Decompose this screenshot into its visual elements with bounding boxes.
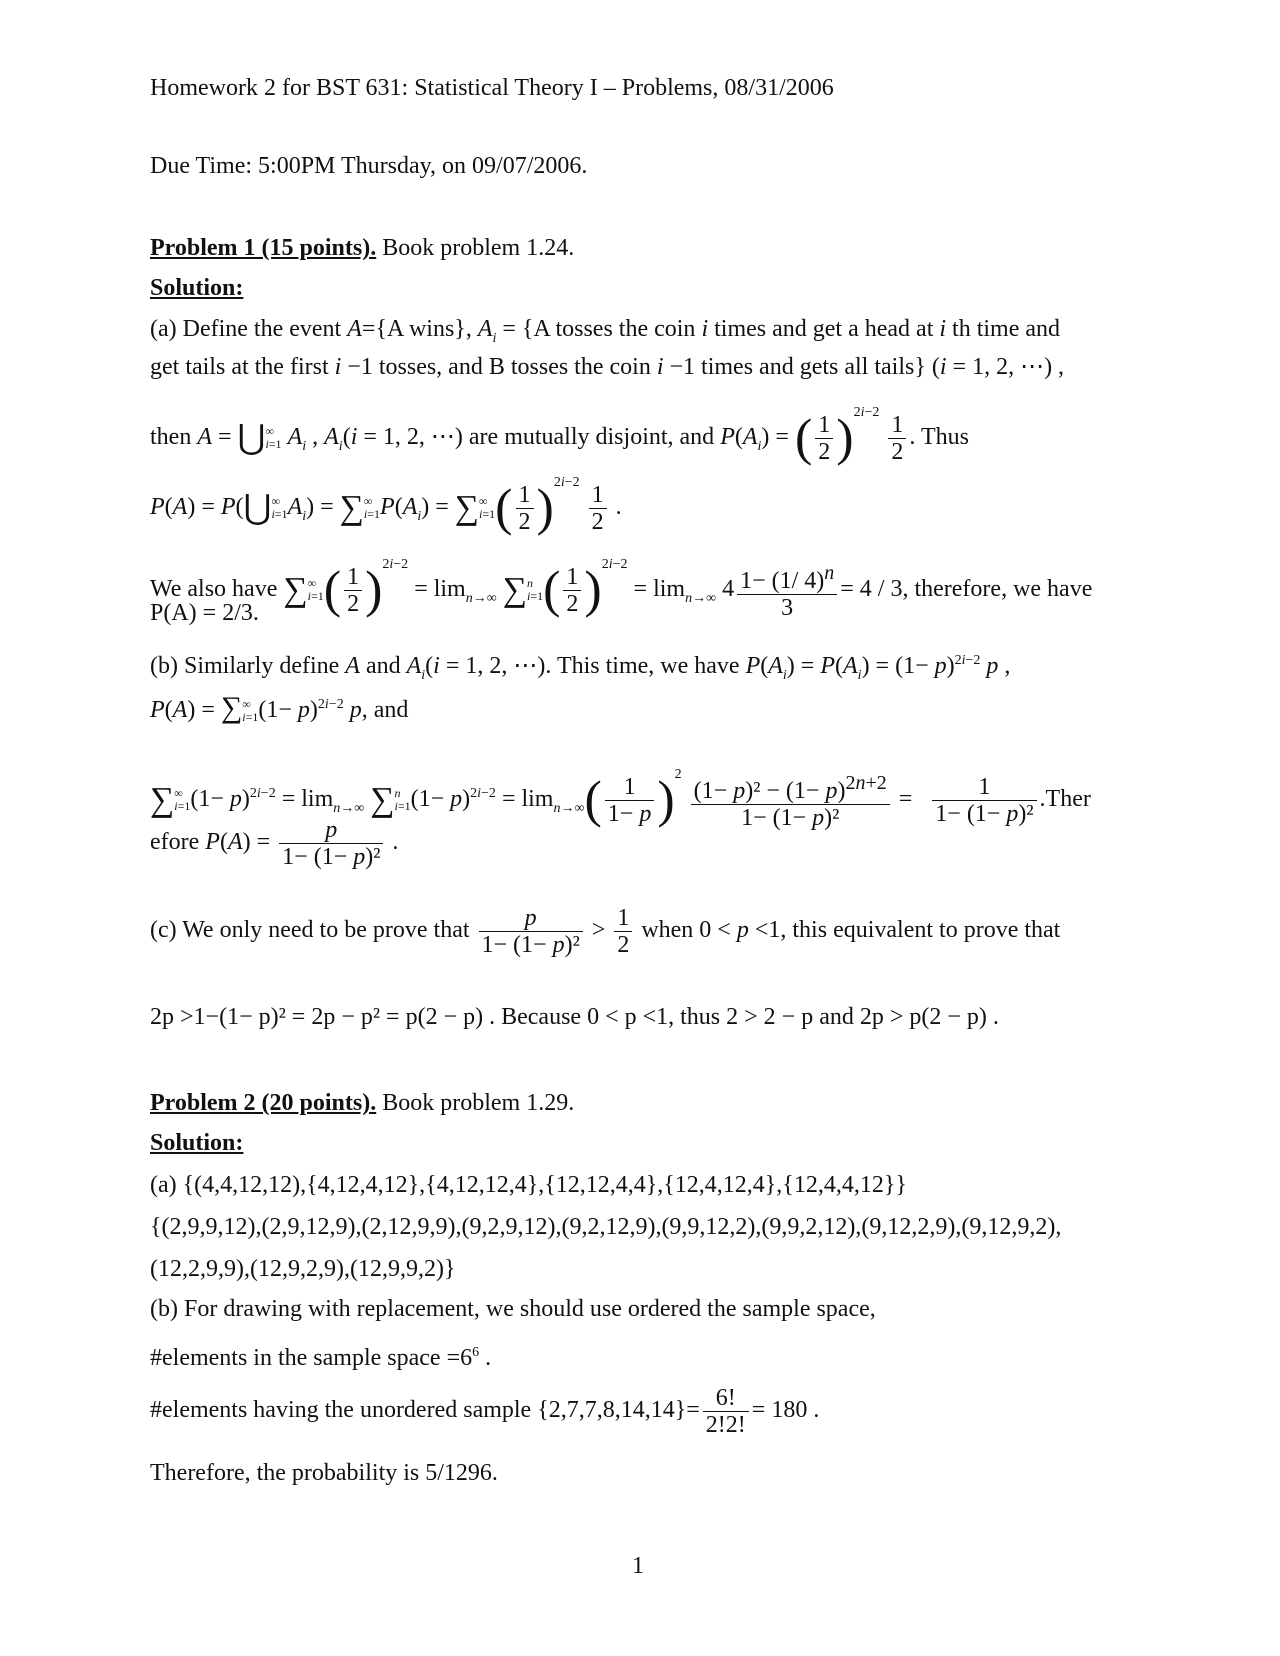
p1-b-text: efore	[150, 829, 206, 855]
problem-1-solution-label: Solution:	[150, 275, 244, 301]
problem-2-solution-label: Solution:	[150, 1130, 244, 1156]
p1-c-text: , this equivalent to prove that	[780, 917, 1061, 943]
p2-b-line3: #elements having the unordered sample {2,7,7,8,14,14}= $\frac{6!}{2!2!}$ = 180 .	[150, 1384, 820, 1438]
p1-b-text: .Ther	[1039, 786, 1091, 812]
p2-b-line2: #elements in the sample space $=6^6$ .	[150, 1345, 492, 1371]
p1-c-line1: (c) We only need to be prove that $\frac{p}{\text{1− (1− p)²}}$ > $\frac{1}{2}$ when 0 < p <1, this equivalent to prove that	[150, 904, 1061, 958]
p1-a-line3: then A = ⋃∞ i=1 $A_i$ , $A_i(i = 1$, 2, ⋯) are mutually disjoint, and $P(A_i)$ = ( $\frac{1}{2}$ )$^{2i-2}$ $\frac{1}{2}$ . Thus	[150, 405, 969, 467]
p2-a-line3: (12,2,9,9),(12,9,2,9),(12,9,9,2)}	[150, 1256, 456, 1282]
p1-c-text: when	[635, 917, 700, 943]
p2-b-text: #elements having the unordered sample {2,7,7,8,14,14}=	[150, 1397, 700, 1423]
problem-1-heading: Problem 1 (15 points).	[150, 235, 377, 261]
p1-a-text: tosses, and B tosses the coin	[372, 354, 657, 380]
p1-c-text: (c) We only need to be prove that	[150, 917, 476, 943]
page-number: 1	[632, 1553, 644, 1579]
problem-1-task: Book problem 1.24.	[376, 235, 575, 261]
p1-a-text: = {A tosses the coin	[496, 316, 702, 342]
problem-1-heading-line	[150, 233, 574, 263]
p1-a-text: are mutually disjoint, and	[462, 424, 721, 450]
p1-c-line2: 2p >1−(1− p)² = 2p − p² = p(2 − p) . Because 0 < p <1, thus 2 > 2 − p and 2p > p(2 − p) .	[150, 1004, 999, 1030]
p1-a-text: then	[150, 424, 198, 450]
p1-a-text: (a) Define the event	[150, 316, 348, 342]
p1-b-result: efore P(A) = $\frac{p}{\text{1− (1− p)²}}$ .	[150, 816, 399, 870]
p1-b-text: and	[359, 653, 407, 679]
p1-a-text: . Thus	[909, 424, 969, 450]
p1-a-text: , therefore, we have	[902, 576, 1093, 602]
p1-b-text: , and	[361, 697, 409, 723]
p1-b-text: (b) Similarly define	[150, 653, 346, 679]
problem-2-heading-line	[150, 1088, 574, 1118]
p2-b-text: = 180 .	[751, 1397, 820, 1423]
p1-a-text: times and get a head at	[708, 316, 940, 342]
problem-2-heading: Problem 2 (20 points).	[150, 1090, 377, 1116]
p1-a-text: times and gets all tails}	[695, 354, 932, 380]
p1-pa-sum: P(A) = P(⋃∞ $i=1A_i$) = ∑∞ $i=1P(A_i)$ = ∑∞ i=1( $\frac{1}{2}$ )$^{2i-2}$ $\frac{1}{2}$ .	[150, 475, 622, 537]
p1-b-line1: (b) Similarly define A and $A_i(i = 1$, 2, ⋯). This time, we have $P(A_i) = P(A_i) = (1- p)^{2i-2}$ p ,	[150, 653, 1011, 683]
p1-a-text: ={A wins},	[361, 316, 478, 342]
p1-pa-result: P(A) = 2/3.	[150, 600, 259, 626]
p2-b-line4: Therefore, the probability is 5/1296.	[150, 1460, 498, 1486]
p1-b-line2: P(A) = ∑∞ $i=1(1- p)^{2i-2}$ p, and	[150, 691, 409, 725]
p2-b-line1: (b) For drawing with replacement, we should use ordered the sample space,	[150, 1296, 876, 1322]
p1-a-text: We also have	[150, 576, 284, 602]
p1-a-text: get tails at the first	[150, 354, 335, 380]
p1-b-text: . This time, we have	[545, 653, 746, 679]
p2-a-line2: {(2,9,9,12),(2,9,12,9),(2,12,9,9),(9,2,9,12),(9,2,12,9),(9,9,12,2),(9,9,2,12),(9,12,2,9),(9,12,9,2),	[150, 1214, 1062, 1240]
p1-also-have: We also have ∑∞ i=1( $\frac{1}{2}$ )$^{2i-2} = \lim_{n\to\infty} \sum n$ i=1( $\frac{1}{2}$ )$^{2i-2} = \lim_{n\to\infty} 4$ $\frac{1- (1/ 4)^n}{3}$ = 4 / 3, therefore, we have	[150, 557, 1093, 621]
problem-2-task: Book problem 1.29.	[376, 1090, 575, 1116]
p2-b-text: #elements in the sample space =6	[150, 1345, 473, 1371]
document-title: Homework 2 for BST 631: Statistical Theory I – Problems, 08/31/2006	[150, 75, 834, 101]
p1-b-sum: ∑∞ $i=1(1- p)^{2i-2} = \lim_{n\to\infty} \sum n$ $i=1(1- p)^{2i-2} = \lim_{n\to\infty}$( $\frac{1}{1- p}$ )$^2$ $\frac{(1- p)^2 - (1- p)^{2n+2}}{\text{1− (1− p)²}}$ = $\frac{1}{\text{1− (1− p)²}}$ .Ther	[150, 767, 1091, 831]
p1-a-text: th time and	[946, 316, 1061, 342]
p2-a-line1: (a) {(4,4,12,12),{4,12,4,12},{4,12,12,4},{12,12,4,4},{12,4,12,4},{12,4,4,12}}	[150, 1172, 907, 1198]
due-time: Due Time: 5:00PM Thursday, on 09/07/2006.	[150, 153, 588, 179]
p1-a-line1: (a) Define the event A={A wins}, $A_i = \{A$ tosses the coin i times and get a head at i th time and	[150, 316, 1061, 346]
p1-a-line2: get tails at the first i −1 tosses, and B tosses the coin i −1 times and gets all tails} (i = 1, 2, ⋯) ,	[150, 354, 1065, 380]
